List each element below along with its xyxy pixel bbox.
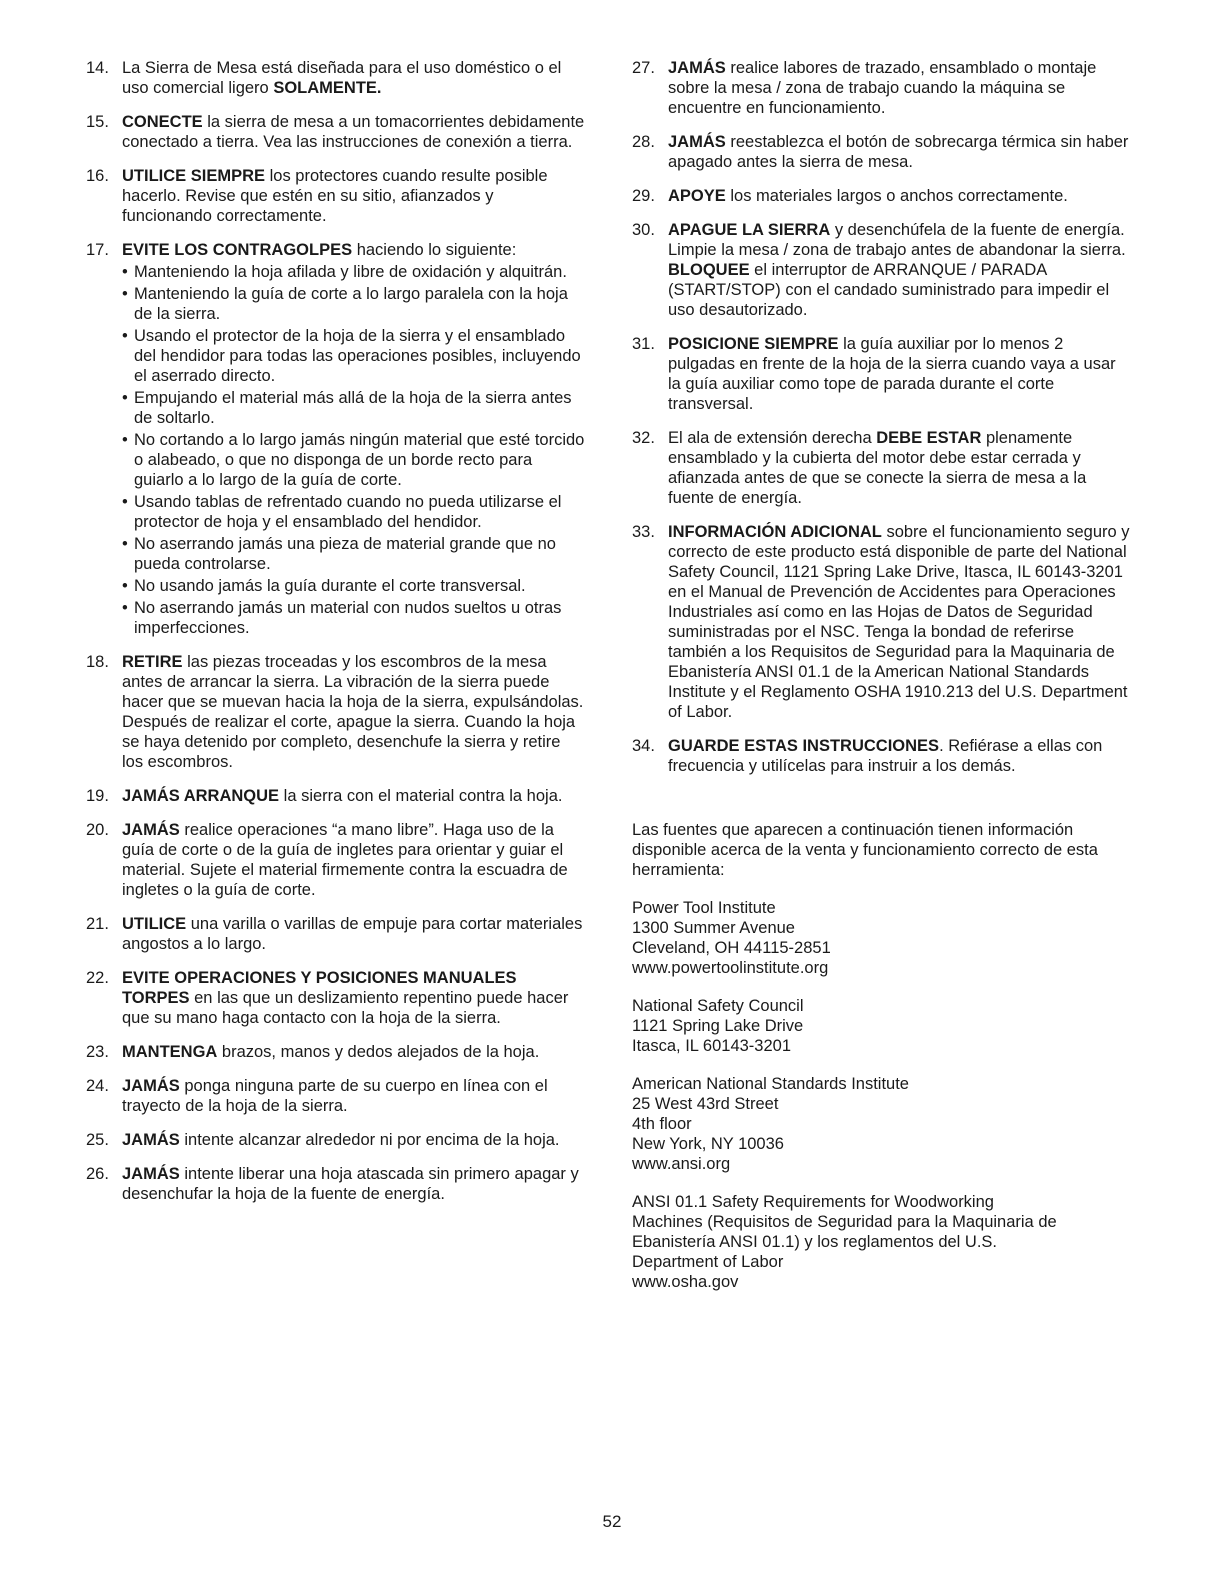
- safety-item-17: [86, 240, 586, 638]
- item-text: plenamente ensamblado y la cubierta del motor debe estar cerrada y afianzada antes de que se conecte la sierra de mesa a la fuente de energía.: [668, 429, 1087, 507]
- item-bold-text: EVITE LOS CONTRAGOLPES: [122, 241, 353, 259]
- item-bold-text: INFORMACIÓN ADICIONAL: [668, 523, 882, 541]
- item-text: y desenchúfela de la fuente de energía. Limpie la mesa / zona de trabajo antes de abandonar la sierra.: [668, 221, 1126, 259]
- item-bold-text: DEBE ESTAR: [876, 429, 982, 447]
- safety-item-30: [632, 220, 1132, 320]
- source-line: 1300 Summer Avenue: [632, 919, 795, 937]
- right-column: [632, 58, 1132, 1310]
- item-text: intente alcanzar alrededor ni por encima de la hoja.: [179, 1131, 560, 1149]
- item-number: 14.: [86, 59, 109, 77]
- item-bold-text: POSICIONE SIEMPRE: [668, 335, 839, 353]
- item-text: haciendo lo siguiente:: [352, 241, 517, 259]
- safety-item-31: [632, 334, 1132, 414]
- bullet-item: • No aserrando jamás una pieza de material grande que no pueda controlarse.: [122, 534, 586, 574]
- item-number: 31.: [632, 335, 655, 353]
- source-line: Machines (Requisitos de Seguridad para la Maquinaria de: [632, 1213, 1057, 1231]
- source-ansi: [632, 1074, 1132, 1174]
- safety-item-15: [86, 112, 586, 152]
- left-column: [86, 58, 586, 1218]
- safety-item-27: [632, 58, 1132, 118]
- item-text: los protectores cuando resulte posible hacerlo. Revise que estén en su sitio, afianzados y funcionando correctamente.: [122, 167, 548, 225]
- bullet-item: • No aserrando jamás un material con nudos sueltos u otras imperfecciones.: [122, 598, 586, 638]
- item-number: 26.: [86, 1165, 109, 1183]
- item-number: 19.: [86, 787, 109, 805]
- source-osha: [632, 1192, 1132, 1292]
- item-number: 24.: [86, 1077, 109, 1095]
- safety-item-25: [86, 1130, 586, 1150]
- item-text: el interruptor de ARRANQUE / PARADA (START/STOP) con el candado suministrado para impedir el uso desautorizado.: [668, 261, 1110, 319]
- safety-item-34: [632, 736, 1132, 776]
- item-number: 18.: [86, 653, 109, 671]
- item-bold-text: JAMÁS: [122, 821, 180, 839]
- bullet-item: • Usando el protector de la hoja de la sierra y el ensamblado del hendidor para todas las operaciones posibles, incluyendo el aserrado directo.: [122, 326, 586, 386]
- item-number: 17.: [86, 241, 109, 259]
- safety-item-22: [86, 968, 586, 1028]
- item-text: ponga ninguna parte de su cuerpo en línea con el trayecto de la hoja de la sierra.: [122, 1077, 548, 1115]
- item-number: 30.: [632, 221, 655, 239]
- source-line: Department of Labor: [632, 1253, 784, 1271]
- safety-item-16: [86, 166, 586, 226]
- item-bold-text: JAMÁS: [122, 1165, 180, 1183]
- safety-item-19: [86, 786, 586, 806]
- source-line: Cleveland, OH 44115-2851: [632, 939, 831, 957]
- source-line: American National Standards Institute: [632, 1075, 909, 1093]
- item-text: sobre el funcionamiento seguro y correcto de este producto está disponible de parte del National Safety Council, 1121 Spring Lake Drive, Itasca, IL 60143-3201 en el Manual de Prevención de Accidentes para Operaciones Industriales así como en las Hojas de Datos de Seguridad suministradas por el NSC. Tenga la bondad de referirse también a los Requisitos de Seguridad para la Maquinaria de Ebanistería ANSI 01.1 de la American National Standards Institute y el Reglamento OSHA 1910.213 del U.S. Department of Labor.: [668, 523, 1130, 721]
- safety-item-20: [86, 820, 586, 900]
- item-text: El ala de extensión derecha: [668, 429, 877, 447]
- item-bold-text: JAMÁS ARRANQUE: [122, 787, 280, 805]
- item-bold-text: JAMÁS: [122, 1077, 180, 1095]
- item-text: los materiales largos o anchos correctamente.: [725, 187, 1068, 205]
- item-number: 23.: [86, 1043, 109, 1061]
- source-line: www.osha.gov: [632, 1273, 739, 1291]
- item-number: 32.: [632, 429, 655, 447]
- source-line: Power Tool Institute: [632, 899, 776, 917]
- item-bold-text: JAMÁS: [668, 59, 726, 77]
- source-line: New York, NY 10036: [632, 1135, 784, 1153]
- source-line: Itasca, IL 60143-3201: [632, 1037, 792, 1055]
- item-bold-text: JAMÁS: [668, 133, 726, 151]
- source-power-tool-institute: [632, 898, 1132, 978]
- item-number: 20.: [86, 821, 109, 839]
- safety-item-18: [86, 652, 586, 772]
- safety-item-28: [632, 132, 1132, 172]
- item-text: la sierra con el material contra la hoja.: [279, 787, 563, 805]
- safety-item-26: [86, 1164, 586, 1204]
- safety-item-23: [86, 1042, 586, 1062]
- item-bold-text: UTILICE: [122, 915, 187, 933]
- item-bold-text: RETIRE: [122, 653, 183, 671]
- safety-item-21: [86, 914, 586, 954]
- item-number: 22.: [86, 969, 109, 987]
- item-text: las piezas troceadas y los escombros de la mesa antes de arrancar la sierra. La vibración de la sierra puede hacer que se muevan hacia la hoja de la sierra, expulsándolas. Después de realizar el corte, apague la sierra. Cuando la hoja se haya detenido por completo, desenchufe la sierra y retire los escombros.: [122, 653, 584, 771]
- bullet-item: • Usando tablas de refrentado cuando no pueda utilizarse el protector de hoja y el ensamblado del hendidor.: [122, 492, 586, 532]
- kickback-bullet-list: [122, 262, 586, 638]
- item-text: realice labores de trazado, ensamblado o montaje sobre la mesa / zona de trabajo cuando la máquina se encuentre en funcionamiento.: [668, 59, 1097, 117]
- item-number: 28.: [632, 133, 655, 151]
- bullet-item: • No cortando a lo largo jamás ningún material que esté torcido o alabeado, o que no disponga de un borde recto para guiarlo a lo largo de la guía de corte.: [122, 430, 586, 490]
- safety-item-29: [632, 186, 1132, 206]
- item-bold-text: SOLAMENTE.: [273, 79, 382, 97]
- item-number: 21.: [86, 915, 109, 933]
- source-line: 25 West 43rd Street: [632, 1095, 779, 1113]
- item-text: en las que un deslizamiento repentino puede hacer que su mano haga contacto con la hoja de la sierra.: [122, 989, 569, 1027]
- item-text: intente liberar una hoja atascada sin primero apagar y desenchufar la hoja de la fuente de energía.: [122, 1165, 579, 1203]
- source-national-safety-council: [632, 996, 1132, 1056]
- item-bold-text: GUARDE ESTAS INSTRUCCIONES: [668, 737, 940, 755]
- sources-intro: Las fuentes que aparecen a continuación tienen información disponible acerca de la venta y funcionamiento correcto de esta herramienta:: [632, 821, 1098, 879]
- item-number: 33.: [632, 523, 655, 541]
- item-number: 15.: [86, 113, 109, 131]
- bullet-item: • No usando jamás la guía durante el corte transversal.: [122, 576, 586, 596]
- source-line: www.powertoolinstitute.org: [632, 959, 829, 977]
- item-bold-text: APOYE: [668, 187, 726, 205]
- source-line: 4th floor: [632, 1115, 692, 1133]
- item-text: reestablezca el botón de sobrecarga térmica sin haber apagado antes la sierra de mesa.: [668, 133, 1129, 171]
- item-number: 16.: [86, 167, 109, 185]
- item-text: la sierra de mesa a un tomacorrientes debidamente conectado a tierra. Vea las instrucciones de conexión a tierra.: [122, 113, 585, 151]
- bullet-item: • Manteniendo la hoja afilada y libre de oxidación y alquitrán.: [122, 262, 586, 282]
- safety-item-33: [632, 522, 1132, 722]
- source-line: www.ansi.org: [632, 1155, 731, 1173]
- item-text: una varilla o varillas de empuje para cortar materiales angostos a lo largo.: [122, 915, 583, 953]
- safety-item-32: [632, 428, 1132, 508]
- bullet-item: • Empujando el material más allá de la hoja de la sierra antes de soltarlo.: [122, 388, 586, 428]
- source-line: Ebanistería ANSI 01.1) y los reglamentos del U.S.: [632, 1233, 998, 1251]
- bullet-item: • Manteniendo la guía de corte a lo largo paralela con la hoja de la sierra.: [122, 284, 586, 324]
- item-number: 27.: [632, 59, 655, 77]
- safety-item-14: [86, 58, 586, 98]
- item-bold-text: CONECTE: [122, 113, 203, 131]
- source-line: National Safety Council: [632, 997, 804, 1015]
- item-text: brazos, manos y dedos alejados de la hoja.: [217, 1043, 540, 1061]
- item-bold-text: APAGUE LA SIERRA: [668, 221, 831, 239]
- item-bold-text: EVITE OPERACIONES Y POSICIONES MANUALES TORPES: [122, 969, 517, 1007]
- item-bold-text: MANTENGA: [122, 1043, 218, 1061]
- safety-item-24: [86, 1076, 586, 1116]
- source-line: ANSI 01.1 Safety Requirements for Woodworking: [632, 1193, 994, 1211]
- item-text: La Sierra de Mesa está diseñada para el uso doméstico o el uso comercial ligero: [122, 59, 562, 97]
- item-bold-text: BLOQUEE: [668, 261, 750, 279]
- item-number: 34.: [632, 737, 655, 755]
- item-bold-text: JAMÁS: [122, 1131, 180, 1149]
- item-text: . Refiérase a ellas con frecuencia y utilícelas para instruir a los demás.: [668, 737, 1103, 775]
- item-text: la guía auxiliar por lo menos 2 pulgadas en frente de la hoja de la sierra cuando vaya a usar la guía auxiliar como tope de parada durante el corte transversal.: [668, 335, 1116, 413]
- source-line: 1121 Spring Lake Drive: [632, 1017, 804, 1035]
- item-bold-text: UTILICE SIEMPRE: [122, 167, 266, 185]
- page-number: 52: [602, 1512, 622, 1531]
- item-number: 29.: [632, 187, 655, 205]
- item-text: realice operaciones “a mano libre”. Haga uso de la guía de corte o de la guía de ingletes para orientar y guiar el material. Sujete el material firmemente contra la escuadra de ingletes o la guía de corte.: [122, 821, 568, 899]
- item-number: 25.: [86, 1131, 109, 1149]
